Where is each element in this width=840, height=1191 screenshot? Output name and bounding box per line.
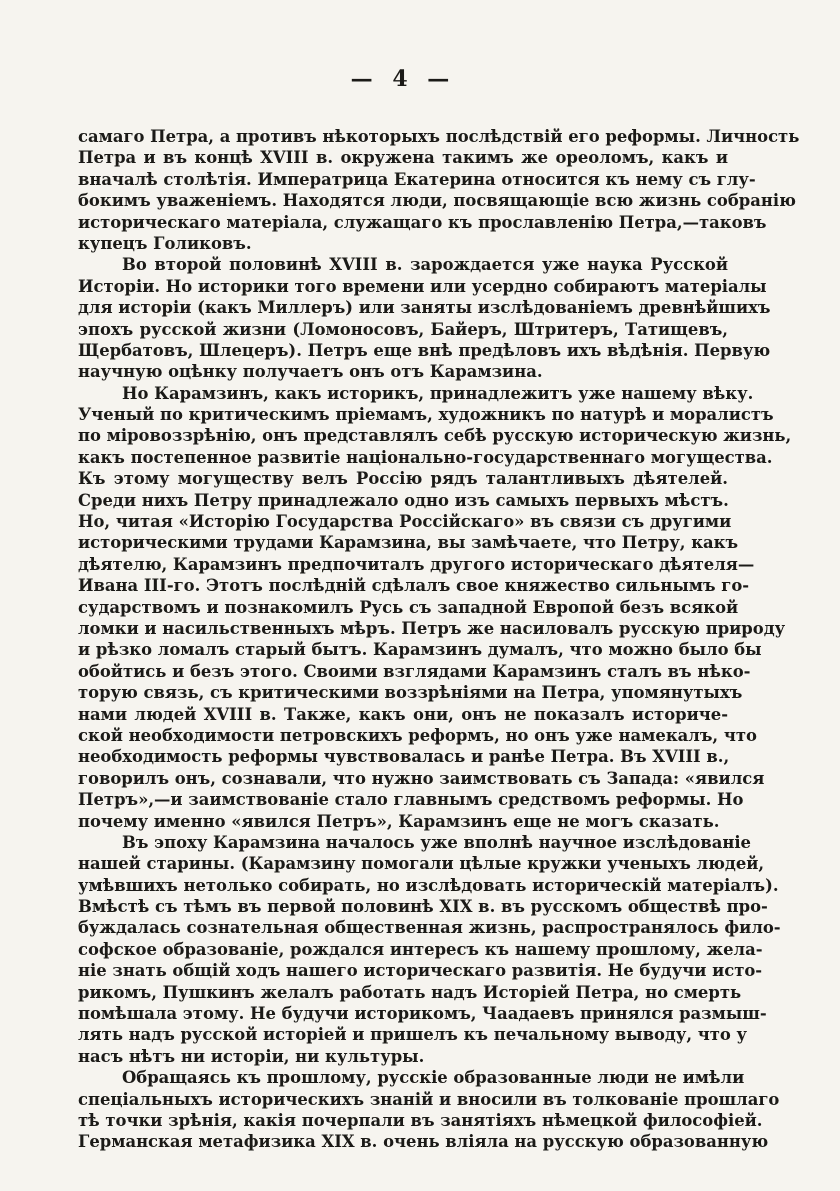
text-line: ломки и насильственныхъ мѣръ. Петръ же насиловалъ русскую природу — [78, 618, 786, 638]
text-line: Ученый по критическимъ пріемамъ, художникъ по натурѣ и моралистъ — [78, 405, 774, 425]
text-line: Германская метафизика XIX в. очень вліяла на русскую образованную — [78, 1132, 769, 1152]
text-line: нашей старины. (Карамзину помогали цѣлые кружки ученыхъ людей, — [78, 854, 765, 874]
text-line: для исторіи (какъ Миллеръ) или заняты изслѣдованіемъ древнѣйшихъ — [78, 298, 771, 318]
text-line: почему именно «явился Петръ», Карамзинъ еще не могъ сказать. — [78, 811, 720, 831]
text-line: помѣшала этому. Не будучи историкомъ, Чаадаевъ принялся размыш- — [78, 1004, 767, 1024]
text-line: обойтись и безъ этого. Своими взглядами Карамзинъ сталъ въ нѣко- — [78, 661, 751, 681]
text-line: по міровоззрѣнію, онъ представлялъ себѣ русскую историческую жизнь, — [78, 426, 792, 446]
text-line: софское образованіе, рождался интересъ къ нашему прошлому, жела- — [78, 939, 763, 959]
text-line: и рѣзко ломалъ старый бытъ. Карамзинъ думалъ, что можно было бы — [78, 640, 762, 660]
text-line: вначалѣ столѣтія. Императрица Екатерина относится къ нему съ глу- — [78, 169, 756, 189]
paragraph-5 — [78, 1067, 780, 1153]
text-line: историческаго матеріала, служащаго къ прославленію Петра,—таковъ — [78, 212, 767, 232]
text-line: спеціальныхъ историческихъ знаній и вносили въ толкованіе прошлаго — [78, 1089, 780, 1109]
text-line: насъ нѣтъ ни исторіи, ни культуры. — [78, 1046, 425, 1066]
paragraph-4 — [78, 832, 781, 1067]
text-line: Среди нихъ Петру принадлежало одно изъ самыхъ первыхъ мѣстъ. — [78, 490, 729, 510]
text-line: Во второй половинѣ XVIII в. зарождается уже наука Русской — [122, 255, 728, 275]
text-line: историческими трудами Карамзина, вы замѣчаете, что Петру, какъ — [78, 533, 739, 553]
text-line: необходимость реформы чувствовалась и ранѣе Петра. Въ XVIII в., — [78, 747, 730, 767]
text-line: ніе знать общій ходъ нашего историческаго развитія. Не будучи исто- — [78, 961, 763, 981]
text-line: Ивана III-го. Этотъ послѣдній сдѣлалъ свое княжество сильнымъ го- — [78, 576, 750, 596]
text-line: тѣ точки зрѣнія, какія почерпали въ занятіяхъ нѣмецкой философіей. — [78, 1110, 763, 1130]
text-line: рикомъ, Пушкинъ желалъ работать надъ Исторіей Петра, но смерть — [78, 982, 742, 1002]
paragraph-1 — [78, 126, 800, 254]
text-line: Петра и въ концѣ XVIII в. окружена такимъ же ореоломъ, какъ и — [78, 148, 728, 168]
text-line: научную оцѣнку получаетъ онъ отъ Карамзина. — [78, 362, 543, 382]
text-line: сударствомъ и познакомилъ Русь съ западной Европой безъ всякой — [78, 597, 739, 617]
paragraph-2 — [78, 254, 771, 382]
document-page — [78, 62, 800, 1153]
text-line: Обращаясь къ прошлому, русскіе образованные люди не имѣли — [122, 1068, 745, 1088]
text-line: буждалась сознательная общественная жизнь, распространялось фило- — [78, 918, 781, 938]
text-line: купецъ Голиковъ. — [78, 233, 252, 253]
text-line: Но Карамзинъ, какъ историкъ, принадлежитъ уже нашему вѣку. — [122, 383, 754, 403]
text-line: лять надъ русской исторіей и пришелъ къ печальному выводу, что у — [78, 1025, 748, 1045]
text-line: торую связь, съ критическими воззрѣніями на Петра, упомянутыхъ — [78, 683, 743, 703]
text-line: эпохъ русской жизни (Ломоносовъ, Байеръ, Штритеръ, Татищевъ, — [78, 319, 728, 339]
text-line: Вмѣстѣ съ тѣмъ въ первой половинѣ XIX в. въ русскомъ обществѣ про- — [78, 897, 768, 917]
text-line: нами людей XVIII в. Также, какъ они, онъ не показалъ историче- — [78, 704, 728, 724]
text-line: Исторіи. Но историки того времени или усердно собираютъ матеріалы — [78, 276, 767, 296]
text-line: Щербатовъ, Шлецеръ). Петръ еще внѣ предѣловъ ихъ вѣдѣнія. Первую — [78, 340, 771, 360]
text-line: умѣвшихъ нетолько собирать, но изслѣдовать историческій матеріалъ). — [78, 875, 779, 895]
text-line: какъ постепенное развитіе національно-государственнаго могущества. — [78, 447, 773, 467]
text-line: Въ эпоху Карамзина началось уже вполнѣ научное изслѣдованіе — [122, 832, 751, 852]
text-line: самаго Петра, а противъ нѣкоторыхъ послѣдствій его реформы. Личность — [78, 127, 800, 146]
text-line: Петръ»,—и заимствованіе стало главнымъ средствомъ реформы. Но — [78, 790, 744, 810]
text-line: дѣятелю, Карамзинъ предпочиталъ другого историческаго дѣятеля— — [78, 554, 755, 574]
paragraph-3 — [78, 383, 792, 832]
text-line: Но, читая «Исторію Государства Россійскаго» въ связи съ другими — [78, 512, 732, 532]
text-line: Къ этому могуществу велъ Россію рядъ талантливыхъ дѣятелей. — [78, 469, 728, 489]
text-line: говорилъ онъ, сознавали, что нужно заимствовать съ Запада: «явился — [78, 768, 765, 788]
text-line: бокимъ уваженіемъ. Находятся люди, посвящающіе всю жизнь собранію — [78, 191, 796, 211]
text-line: ской необходимости петровскихъ реформъ, но онъ уже намекалъ, что — [78, 725, 757, 745]
page-number: — 4 — — [350, 66, 456, 92]
